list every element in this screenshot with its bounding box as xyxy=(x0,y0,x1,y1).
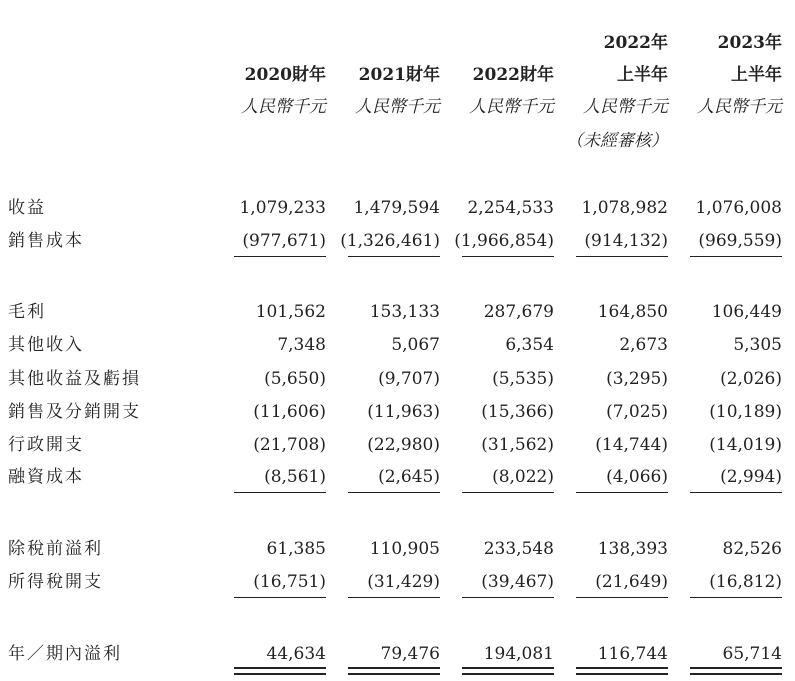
column-header-unit: 人民幣千元 xyxy=(241,97,326,117)
column-header-line2: 上半年 xyxy=(731,65,782,85)
row-value: 116,744 xyxy=(597,644,668,664)
column-header-unit: 人民幣千元 xyxy=(697,97,782,117)
row-value: (914,132) xyxy=(584,231,668,251)
row-value: 101,562 xyxy=(255,302,326,322)
row-value: 153,133 xyxy=(369,302,440,322)
row-value: 138,393 xyxy=(597,539,668,559)
row-value: (1,966,854) xyxy=(454,231,554,251)
row-value: (8,022) xyxy=(492,467,554,487)
row-value: (2,026) xyxy=(720,369,782,389)
row-value: 65,714 xyxy=(722,644,782,664)
row-value: 1,079,233 xyxy=(239,198,326,218)
row-value: 2,673 xyxy=(619,335,668,355)
row-value: 61,385 xyxy=(266,539,326,559)
single-underline xyxy=(690,597,782,598)
row-value: 44,634 xyxy=(266,644,326,664)
row-value: (7,025) xyxy=(606,402,668,422)
table-row-administrative-expenses xyxy=(0,431,795,459)
row-value: (11,606) xyxy=(253,402,326,422)
row-value: (2,994) xyxy=(720,467,782,487)
table-row-cost-of-sales xyxy=(0,227,795,255)
row-value: 194,081 xyxy=(483,644,554,664)
single-underline xyxy=(576,256,668,257)
single-underline xyxy=(348,256,440,257)
row-value: 1,078,982 xyxy=(581,198,668,218)
row-value: 7,348 xyxy=(277,335,326,355)
double-underline-top xyxy=(576,667,668,669)
row-value: (9,707) xyxy=(378,369,440,389)
row-value: (10,189) xyxy=(709,402,782,422)
row-value: 164,850 xyxy=(597,302,668,322)
row-value: 2,254,533 xyxy=(467,198,554,218)
row-value: (22,980) xyxy=(367,435,440,455)
row-value: (8,561) xyxy=(264,467,326,487)
row-label: 收益 xyxy=(8,198,46,218)
double-underline-top xyxy=(462,667,554,669)
row-value: 287,679 xyxy=(483,302,554,322)
row-value: (5,650) xyxy=(264,369,326,389)
row-value: (31,562) xyxy=(481,435,554,455)
row-value: (5,535) xyxy=(492,369,554,389)
row-value: (31,429) xyxy=(367,572,440,592)
column-header-unaudited-note: （未經審核） xyxy=(566,131,668,151)
single-underline xyxy=(462,256,554,257)
row-value: (3,295) xyxy=(606,369,668,389)
table-row-selling-distribution-expenses xyxy=(0,398,795,426)
column-header-unit: 人民幣千元 xyxy=(355,97,440,117)
table-row-other-income xyxy=(0,331,795,359)
single-underline xyxy=(576,492,668,493)
row-value: (21,708) xyxy=(253,435,326,455)
single-underline xyxy=(576,597,668,598)
row-value: 1,479,594 xyxy=(353,198,440,218)
row-value: (969,559) xyxy=(698,231,782,251)
row-value: (977,671) xyxy=(242,231,326,251)
row-value: (16,812) xyxy=(709,572,782,592)
row-value: 5,067 xyxy=(391,335,440,355)
row-value: 82,526 xyxy=(722,539,782,559)
single-underline xyxy=(690,492,782,493)
column-header-line1: 2023年 xyxy=(717,33,782,53)
row-label: 毛利 xyxy=(8,302,46,322)
row-value: (39,467) xyxy=(481,572,554,592)
row-label: 融資成本 xyxy=(8,467,84,487)
row-label: 其他收益及虧損 xyxy=(8,369,141,389)
table-row-income-tax-expense xyxy=(0,568,795,596)
column-header-line2: 2020財年 xyxy=(244,65,326,85)
row-value: 1,076,008 xyxy=(695,198,782,218)
row-value: (11,963) xyxy=(367,402,440,422)
double-underline-bottom xyxy=(576,673,668,675)
row-value: (2,645) xyxy=(378,467,440,487)
double-underline-bottom xyxy=(234,673,326,675)
row-value: (16,751) xyxy=(253,572,326,592)
table-row-profit-for-period xyxy=(0,640,795,668)
row-value: 6,354 xyxy=(505,335,554,355)
table-row-gross-profit xyxy=(0,298,795,326)
row-value: (14,744) xyxy=(595,435,668,455)
column-header-unit: 人民幣千元 xyxy=(583,97,668,117)
column-header-line1: 2022年 xyxy=(603,33,668,53)
row-value: 110,905 xyxy=(369,539,440,559)
column-header-line2: 上半年 xyxy=(617,65,668,85)
column-header-unit: 人民幣千元 xyxy=(469,97,554,117)
table-row-profit-before-tax xyxy=(0,535,795,563)
column-header-line2: 2022財年 xyxy=(472,65,554,85)
row-value: 5,305 xyxy=(733,335,782,355)
row-value: (4,066) xyxy=(606,467,668,487)
double-underline-bottom xyxy=(462,673,554,675)
row-label: 銷售及分銷開支 xyxy=(8,402,141,422)
single-underline xyxy=(690,256,782,257)
row-label: 所得稅開支 xyxy=(8,572,103,592)
single-underline xyxy=(462,492,554,493)
double-underline-bottom xyxy=(348,673,440,675)
single-underline xyxy=(234,597,326,598)
row-value: 233,548 xyxy=(483,539,554,559)
table-row-finance-costs xyxy=(0,463,795,491)
row-value: (15,366) xyxy=(481,402,554,422)
row-value: (14,019) xyxy=(709,435,782,455)
row-label: 銷售成本 xyxy=(8,231,84,251)
row-label: 除稅前溢利 xyxy=(8,539,103,559)
single-underline xyxy=(348,597,440,598)
row-label: 行政開支 xyxy=(8,435,84,455)
double-underline-bottom xyxy=(690,673,782,675)
row-value: (21,649) xyxy=(595,572,668,592)
double-underline-top xyxy=(234,667,326,669)
double-underline-top xyxy=(348,667,440,669)
single-underline xyxy=(234,256,326,257)
row-label: 其他收入 xyxy=(8,335,84,355)
row-value: 106,449 xyxy=(711,302,782,322)
single-underline xyxy=(348,492,440,493)
row-label: 年／期內溢利 xyxy=(8,644,122,664)
table-row-other-gains-losses xyxy=(0,365,795,393)
row-value: 79,476 xyxy=(380,644,440,664)
table-row-revenue xyxy=(0,194,795,222)
single-underline xyxy=(234,492,326,493)
double-underline-top xyxy=(690,667,782,669)
column-header-line2: 2021財年 xyxy=(358,65,440,85)
single-underline xyxy=(462,597,554,598)
row-value: (1,326,461) xyxy=(340,231,440,251)
